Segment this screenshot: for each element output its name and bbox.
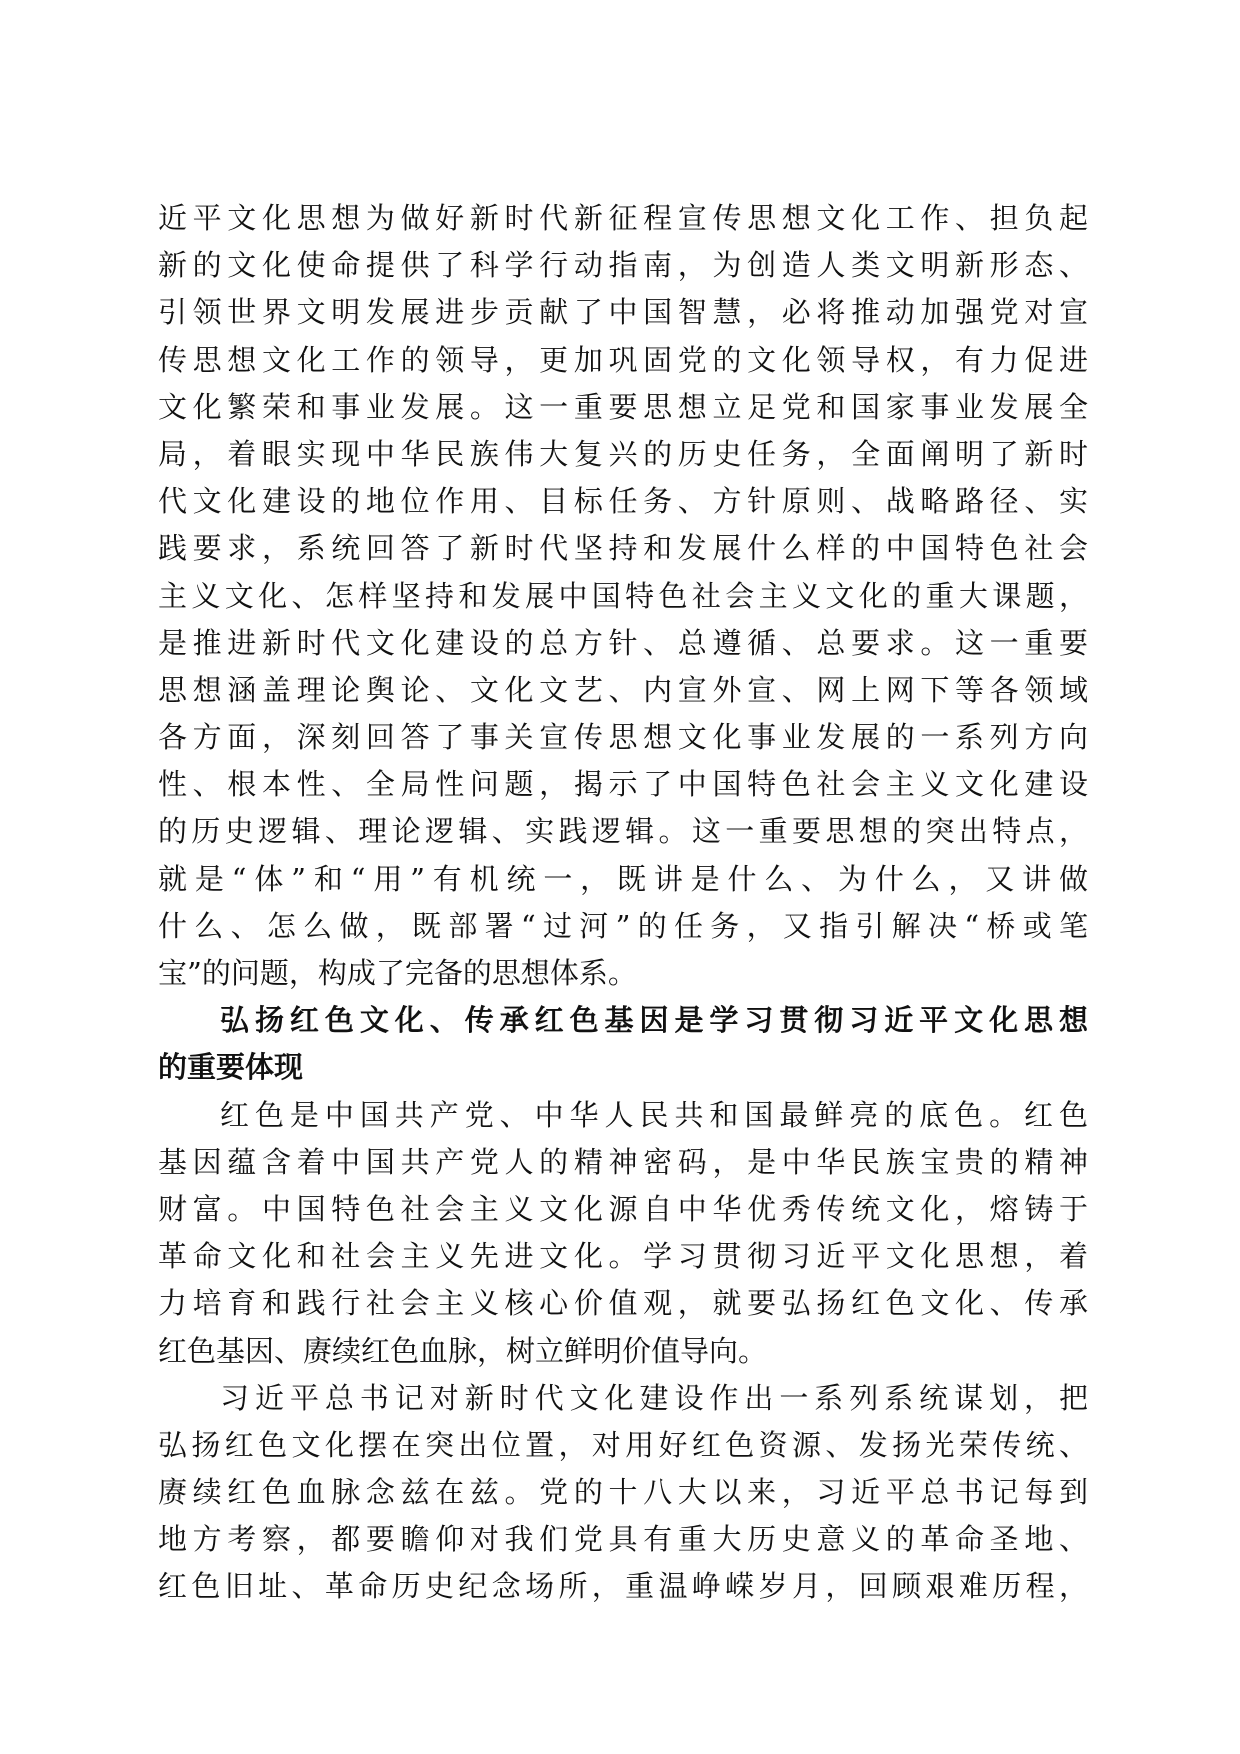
paragraph-1-line-17: 宝”的问题，构成了完备的思想体系。	[158, 956, 637, 990]
paragraph-3-line-5: 红色旧址、革命历史纪念场所，重温峥嵘岁月，回顾艰难历程，	[158, 1569, 1088, 1604]
paragraph-1-line-6: 局，着眼实现中华民族伟大复兴的历史任务，全面阐明了新时	[158, 436, 1088, 471]
paragraph-2-line-5: 力培育和践行社会主义核心价值观，就要弘扬红色文化、传承	[158, 1286, 1088, 1321]
paragraph-2-line-4: 革命文化和社会主义先进文化。学习贯彻习近平文化思想，着	[158, 1239, 1088, 1274]
paragraph-1-line-12: 各方面，深刻回答了事关宣传思想文化事业发展的一系列方向	[158, 720, 1088, 755]
paragraph-1-line-10: 是推进新时代文化建设的总方针、总遵循、总要求。这一重要	[158, 625, 1088, 660]
paragraph-3	[158, 1375, 1088, 1611]
paragraph-1-line-1: 近平文化思想为做好新时代新征程宣传思想文化工作、担负起	[158, 201, 1088, 235]
paragraph-1-line-5: 文化繁荣和事业发展。这一重要思想立足党和国家事业发展全	[158, 389, 1088, 424]
paragraph-1	[158, 195, 1088, 997]
paragraph-1-line-9: 主义文化、怎样坚持和发展中国特色社会主义文化的重大课题，	[158, 578, 1088, 613]
section-heading-line-1: 弘扬红色文化、传承红色基因是学习贯彻习近平文化思想	[220, 1003, 1088, 1038]
paragraph-1-line-11: 思想涵盖理论舆论、文化文艺、内宣外宣、网上网下等各领域	[158, 672, 1088, 707]
paragraph-2	[158, 1092, 1088, 1375]
paragraph-1-line-13: 性、根本性、全局性问题，揭示了中国特色社会主义文化建设	[158, 767, 1088, 802]
paragraph-2-line-2: 基因蕴含着中国共产党人的精神密码，是中华民族宝贵的精神	[158, 1144, 1088, 1179]
paragraph-3-line-4: 地方考察，都要瞻仰对我们党具有重大历史意义的革命圣地、	[158, 1522, 1088, 1557]
paragraph-1-line-3: 引领世界文明发展进步贡献了中国智慧，必将推动加强党对宣	[158, 295, 1088, 330]
section-heading-line-2: 的重要体现	[158, 1050, 304, 1085]
paragraph-1-line-2: 新的文化使命提供了科学行动指南，为创造人类文明新形态、	[158, 248, 1088, 283]
paragraph-1-line-16: 什么、怎么做，既部署“过河”的任务，又指引解决“桥或笔	[158, 908, 1088, 943]
paragraph-3-line-2: 弘扬红色文化摆在突出位置，对用好红色资源、发扬光荣传统、	[158, 1427, 1088, 1462]
paragraph-1-line-8: 践要求，系统回答了新时代坚持和发展什么样的中国特色社会	[158, 531, 1088, 566]
paragraph-3-line-1: 习近平总书记对新时代文化建设作出一系列系统谋划，把	[220, 1380, 1088, 1415]
section-heading	[158, 997, 1088, 1091]
paragraph-3-line-3: 赓续红色血脉念兹在兹。党的十八大以来，习近平总书记每到	[158, 1475, 1088, 1510]
paragraph-2-line-3: 财富。中国特色社会主义文化源自中华优秀传统文化，熔铸于	[158, 1191, 1088, 1226]
paragraph-2-line-1: 红色是中国共产党、中华人民共和国最鲜亮的底色。红色	[220, 1097, 1088, 1132]
paragraph-1-line-15: 就是“体”和“用”有机统一，既讲是什么、为什么，又讲做	[158, 861, 1088, 896]
document-page	[158, 195, 1088, 1611]
paragraph-1-line-7: 代文化建设的地位作用、目标任务、方针原则、战略路径、实	[158, 484, 1088, 519]
paragraph-1-line-14: 的历史逻辑、理论逻辑、实践逻辑。这一重要思想的突出特点，	[158, 814, 1088, 849]
paragraph-1-line-4: 传思想文化工作的领导，更加巩固党的文化领导权，有力促进	[158, 342, 1088, 377]
paragraph-2-line-6: 红色基因、赓续红色血脉，树立鲜明价值导向。	[158, 1333, 768, 1368]
